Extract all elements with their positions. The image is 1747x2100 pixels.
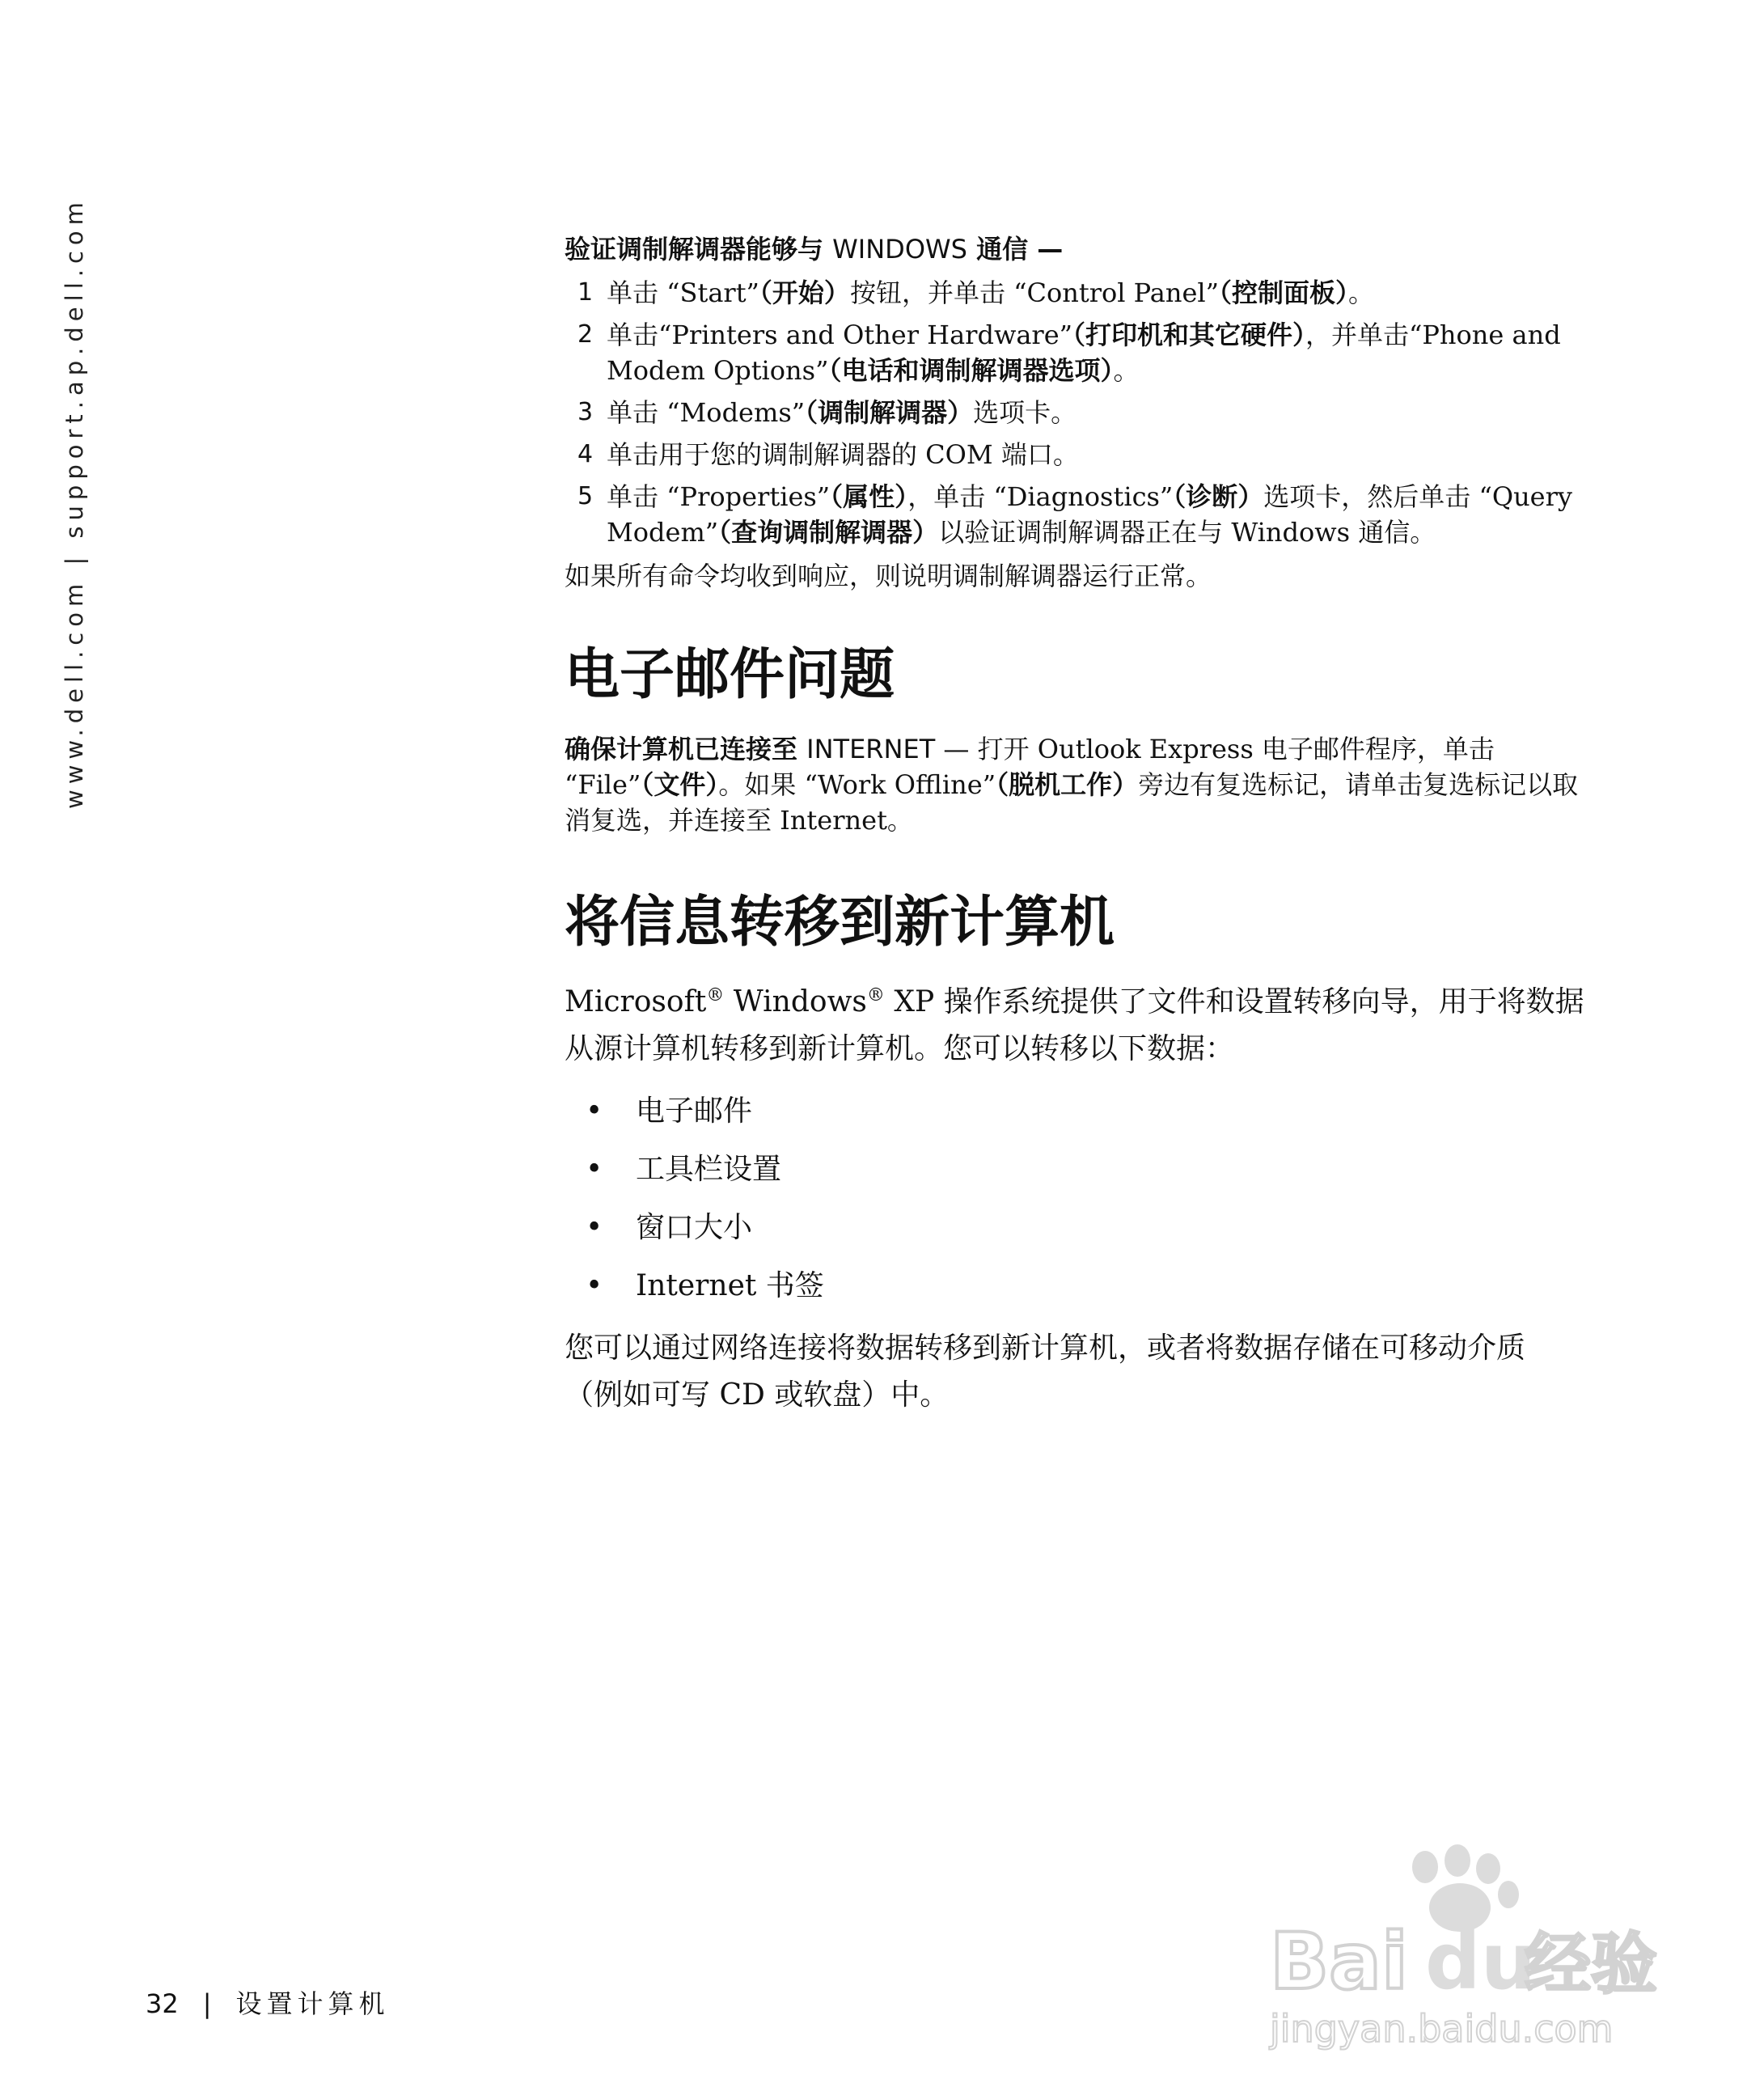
page-number: 32 (146, 1988, 179, 2019)
watermark-brand-du: du (1425, 1916, 1537, 2007)
transfer-data-list (565, 1082, 1585, 1315)
step-bold-text: （打印机和其它硬件） (1072, 320, 1306, 350)
step-text: 按钮，并单击 “Control Panel” (849, 277, 1219, 308)
email-bold-text: （文件） (641, 769, 719, 800)
watermark-brand-text: Bai (1270, 1916, 1408, 2007)
baidu-jingyan-watermark (1246, 1844, 1666, 2055)
list-item-text: 电子邮件 (636, 1094, 753, 1128)
step-text: 单击“Printers and Other Hardware” (607, 320, 1073, 350)
step-number: 1 (577, 278, 594, 307)
verify-heading-end: 通信 — (967, 234, 1064, 265)
list-item-text: 窗口大小 (636, 1211, 753, 1244)
bullet: • (586, 1211, 603, 1244)
list-item (565, 1257, 1585, 1315)
step-text: 单击 “Modems” (607, 397, 806, 428)
sidebar-url: www.dell.com | support.ap.dell.com (61, 197, 88, 809)
intro-text: XP 操作系统提供了文件和设置转移向导，用于将数据从源计算机转移到新计算机。您可以转移以下数据： (565, 985, 1584, 1065)
list-item (565, 1199, 1585, 1257)
step-bold-text: （电话和调制解调器选项） (828, 355, 1114, 386)
main-content (565, 230, 1585, 1419)
list-item-text: 工具栏设置 (636, 1153, 782, 1186)
verify-heading-text: 验证调制解调器能够与 (565, 234, 833, 265)
step-number: 3 (577, 398, 594, 426)
step-number: 5 (577, 482, 594, 510)
page-footer (146, 1984, 390, 2021)
step-item (565, 479, 1585, 550)
verify-steps-list (565, 275, 1585, 550)
intro-text: Windows (724, 985, 867, 1018)
footer-separator: | (202, 1988, 212, 2019)
step-number: 4 (577, 440, 594, 468)
list-item (565, 1141, 1585, 1199)
watermark-url-text: jingyan.baidu.com (1270, 2007, 1614, 2051)
email-text: — 打开 Outlook Express 电子邮件程序，单击 “File” (565, 734, 1495, 800)
step-text: ，并单击“Phone and Modem Options” (607, 320, 1561, 386)
watermark-jingyan-text: 经验 (1525, 1926, 1658, 2003)
email-bold-text: （脱机工作） (996, 769, 1139, 800)
step-text: 单击 “Start” (607, 277, 759, 308)
bullet: • (586, 1094, 603, 1128)
step-text: 选项卡。 (973, 397, 1077, 428)
step-bold-text: （查询调制解调器） (718, 517, 939, 548)
step-text: 。 (1113, 355, 1140, 386)
step-text: 选项卡，然后单击 “Query Modem” (607, 481, 1572, 548)
email-text: 旁边有复选标记，请单击复选标记以取消复选，并连接至 Internet。 (565, 769, 1579, 836)
bullet: • (586, 1269, 603, 1302)
verify-note: 如果所有命令均收到响应，则说明调制解调器运行正常。 (565, 561, 1212, 591)
step-text: ，单击 “Diagnostics” (907, 481, 1174, 512)
list-item (565, 1082, 1585, 1141)
email-lead-bold: 确保计算机已连接至 (565, 734, 807, 764)
transfer-outro: 您可以通过网络连接将数据转移到新计算机，或者将数据存储在可移动介质 （例如可写 CD 或软盘）中。 (565, 1332, 1526, 1412)
verify-heading-windows: WINDOWS (832, 234, 967, 265)
step-item (565, 437, 1585, 472)
verify-modem-heading (565, 230, 1585, 269)
step-item (565, 317, 1585, 388)
step-bold-text: （调制解调器） (805, 397, 974, 428)
email-problems-heading: 电子邮件问题 (565, 643, 895, 707)
step-bold-text: （控制面板） (1218, 277, 1348, 308)
step-bold-text: （开始） (759, 277, 850, 308)
registered-mark: ® (866, 985, 885, 1006)
step-text: 单击 “Properties” (607, 481, 831, 512)
step-bold-text: （属性） (830, 481, 908, 512)
email-text: 。如果 “Work Offline” (718, 769, 996, 800)
step-text: 单击用于您的调制解调器的 COM 端口。 (607, 439, 1079, 470)
transfer-info-heading: 将信息转移到新计算机 (565, 891, 1115, 955)
step-item (565, 275, 1585, 311)
step-text: 。 (1348, 277, 1375, 308)
chapter-title: 设置计算机 (235, 1988, 390, 2019)
intro-text: Microsoft (565, 985, 707, 1018)
email-lead-internet: INTERNET (806, 734, 936, 764)
registered-mark: ® (706, 985, 725, 1006)
step-item (565, 395, 1585, 430)
list-item-text: Internet 书签 (636, 1269, 824, 1302)
step-bold-text: （诊断） (1173, 481, 1264, 512)
bullet: • (586, 1153, 603, 1186)
step-text: 以验证调制解调器正在与 Windows 通信。 (938, 517, 1436, 548)
email-paragraph (565, 731, 1585, 838)
step-number: 2 (577, 320, 594, 349)
transfer-intro (565, 979, 1585, 1073)
